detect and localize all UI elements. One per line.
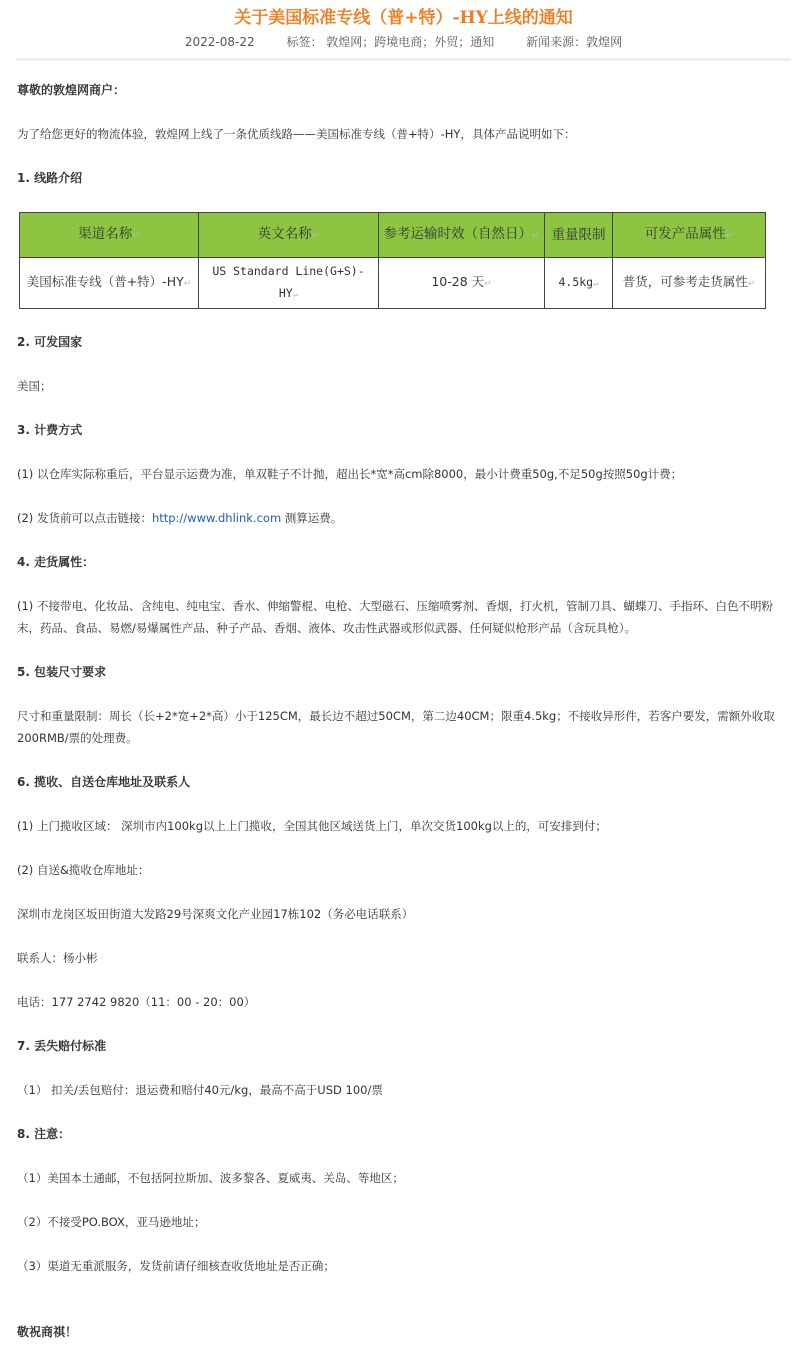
section-heading: 6. 揽收、自送仓库地址及联系人 xyxy=(17,775,191,789)
route-table xyxy=(19,212,766,309)
table-header-cell: 重量限制 xyxy=(545,213,613,258)
intro-text: 为了给您更好的物流体验，敦煌网上线了一条优质线路——美国标准专线（普+特）-HY，具体产品说明如下： xyxy=(17,127,576,141)
warehouse-label: (2) 自送&揽收仓库地址： xyxy=(17,863,150,877)
table-header-row xyxy=(20,213,766,258)
billing-item-1: (1) 以仓库实际称重后，平台显示运费为准，单双鞋子不计抛，超出长*宽*高cm除8000，最小计费重50g,不足50g按照50g计费； xyxy=(17,467,683,481)
header-divider xyxy=(16,58,791,61)
contact-phone: 电话：177 2742 9820（11：00 - 20：00） xyxy=(17,995,256,1009)
table-header-cell: 英文名称↵ xyxy=(199,213,379,258)
table-cell: 10-28 天↵ xyxy=(379,258,545,309)
goods-restrictions-text: (1) 不接带电、化妆品、含纯电、纯电宝、香水、伸缩警棍、电枪、大型磁石、压缩喷雾剂、香烟，打火机，管制刀具、蝴蝶刀、手指环、白色不明粉末，药品、食品、易燃/易爆属性产品、种子产品、香烟、液体、攻击性武器或形似武器、任何疑似枪形产品（含玩具枪）。 xyxy=(17,599,773,635)
publish-date: 2022-08-22 xyxy=(184,35,255,49)
warehouse-address: 深圳市龙岗区坂田街道大发路29号深爽文化产业园17栋102（务必电话联系） xyxy=(17,907,414,921)
greeting: 尊敬的敦煌网商户： xyxy=(17,83,126,97)
section-heading: 1. 线路介绍 xyxy=(17,171,83,185)
table-cell: 4.5kg↵ xyxy=(545,258,613,309)
pickup-area-text: (1) 上门揽收区域： 深圳市内100kg以上上门揽收，全国其他区域送货上门，单次交货100kg以上的，可安排到付； xyxy=(17,819,607,833)
section-heading: 3. 计费方式 xyxy=(17,423,83,437)
section-heading: 2. 可发国家 xyxy=(17,335,83,349)
package-size-text: 尺寸和重量限制：周长（长+2*宽+2*高）小于125CM，最长边不超过50CM，第二边40CM；限重4.5kg；不接收异形件，若客户要发，需额外收取200RMB/票的处理费。 xyxy=(17,709,775,745)
page-title: 关于美国标准专线（普+特）-HY上线的通知 xyxy=(234,8,573,28)
compensation-text: （1） 扣关/丢包赔付：退运费和赔付40元/kg，最高不高于USD 100/票 xyxy=(17,1083,383,1097)
contact-person: 联系人：杨小彬 xyxy=(17,951,98,965)
section-heading: 5. 包装尺寸要求 xyxy=(17,665,107,679)
section-heading: 8. 注意： xyxy=(17,1127,71,1141)
notice-item-3: （3）渠道无重派服务，发货前请仔细核查收货地址是否正确； xyxy=(17,1259,335,1273)
news-source: 新闻来源：敦煌网 xyxy=(526,35,623,49)
table-header-cell: 可发产品属性↵ xyxy=(613,213,766,258)
billing-item-2: (2) 发货前可以点击链接：http://www.dhlink.com 测算运费。 xyxy=(17,511,343,525)
table-header-cell: 渠道名称↵ xyxy=(20,213,199,258)
table-header-cell: 参考运输时效（自然日）↵ xyxy=(379,213,545,258)
closing-text: 敬祝商祺！ xyxy=(17,1325,78,1339)
section-heading: 4. 走货属性： xyxy=(17,555,95,569)
article-meta xyxy=(0,33,807,51)
table-row xyxy=(20,258,766,309)
notice-item-1: （1）美国本土通邮，不包括阿拉斯加、波多黎各、夏威夷、关岛、等地区； xyxy=(17,1171,404,1185)
freight-link[interactable]: http://www.dhlink.com xyxy=(151,511,282,525)
notice-item-2: （2）不接受PO.BOX，亚马逊地址； xyxy=(17,1215,206,1229)
article-tags: 标签： 敦煌网；跨境电商；外贸；通知 xyxy=(286,35,495,49)
countries-text: 美国； xyxy=(17,379,52,393)
table-cell: 普货，可参考走货属性↵ xyxy=(613,258,766,309)
table-cell: 美国标准专线（普+特）-HY↵ xyxy=(20,258,199,309)
section-heading: 7. 丢失赔付标准 xyxy=(17,1039,107,1053)
table-cell: US Standard Line(G+S)-HY↵ xyxy=(199,258,379,309)
